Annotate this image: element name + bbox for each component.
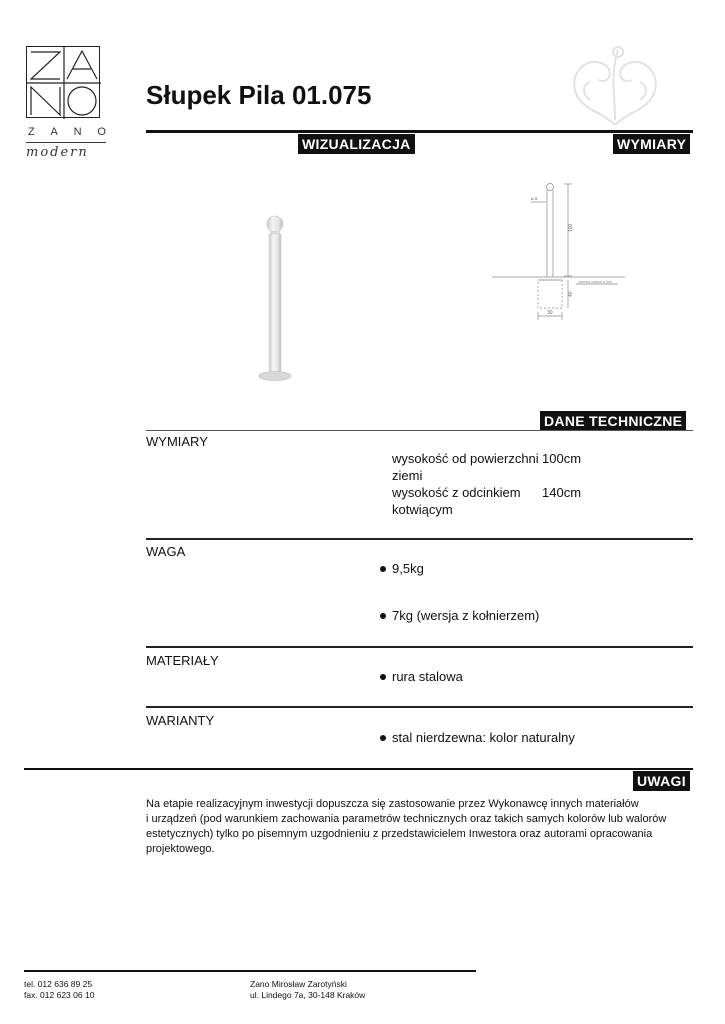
- product-visualization: [258, 214, 292, 384]
- dimensions-table: [392, 450, 602, 518]
- spec-label-weight: WAGA: [146, 544, 186, 559]
- list-item: [380, 561, 424, 576]
- logo-letter: N: [73, 126, 82, 138]
- logo-letter: Z: [28, 126, 35, 138]
- logo-letter: O: [97, 126, 106, 138]
- bullet-icon: [380, 613, 386, 619]
- section-label-dimensions: WYMIARY: [613, 134, 690, 154]
- logo-monogram-icon: [27, 47, 101, 119]
- list-item-text: stal nierdzewna: kolor naturalny: [392, 730, 575, 745]
- diagram-diameter: ⌀ 6: [531, 196, 538, 201]
- list-item: [380, 669, 463, 684]
- diagram-height: 100: [568, 223, 574, 232]
- spec-name: wysokość z odcinkiem kotwiącym: [392, 485, 521, 517]
- section-label-visualization: WIZUALIZACJA: [298, 134, 415, 154]
- section-label-notes: UWAGI: [633, 771, 690, 791]
- notes-divider: [24, 768, 693, 770]
- list-item: [380, 730, 575, 745]
- spec-name: wysokość od powierzchni ziemi: [392, 451, 539, 483]
- diagram-width: 30: [547, 310, 553, 316]
- footer-contact: [24, 979, 94, 1001]
- table-row: [392, 484, 602, 518]
- diagram-depth: 40: [568, 291, 574, 297]
- bullet-icon: [380, 735, 386, 741]
- spec-label-variants: WARIANTY: [146, 713, 215, 728]
- footer-fax: fax. 012 623 06 10: [24, 990, 95, 1000]
- table-row: [392, 450, 602, 484]
- spec-value: 140cm: [542, 485, 582, 500]
- section-label-technical: DANE TECHNICZNE: [540, 411, 686, 431]
- footer-phone: tel. 012 636 89 25: [24, 979, 93, 989]
- list-item: [380, 608, 539, 623]
- notes-text: [146, 797, 686, 857]
- list-item-text: 9,5kg: [392, 561, 424, 576]
- logo-letters: [26, 126, 108, 138]
- footer-address: [250, 979, 365, 1001]
- logo-tagline: modern: [26, 145, 89, 160]
- list-item-text: 7kg (wersja z kołnierzem): [392, 608, 540, 623]
- spec-value: 100cm: [542, 451, 582, 466]
- row-divider: [146, 706, 693, 708]
- technical-divider: [146, 430, 693, 431]
- spec-label-dimensions: WYMIARY: [146, 434, 208, 449]
- notes-line: projektowego.: [146, 843, 215, 855]
- row-divider: [146, 646, 693, 648]
- header-divider: [146, 130, 693, 133]
- row-divider: [146, 538, 693, 540]
- page-title: Słupek Pila 01.075: [146, 80, 372, 110]
- dimensions-diagram: [490, 180, 630, 325]
- company-logo: [26, 46, 108, 160]
- spec-label-materials: MATERIAŁY: [146, 653, 219, 668]
- bullet-icon: [380, 566, 386, 572]
- logo-letter: A: [50, 126, 58, 138]
- notes-line: i urządzeń (pod warunkiem zachowania parametrów technicznych oraz takich samych kolorów lub walorów: [146, 813, 667, 825]
- diagram-units-note: rozmiary podane w [cm]: [578, 280, 612, 284]
- logo-divider: [26, 142, 106, 143]
- logo-mark: [26, 46, 100, 118]
- notes-line: Na etapie realizacyjnym inwestycji dopuszcza się zastosowanie przez Wykonawcę innych materiałów: [146, 798, 639, 810]
- bullet-icon: [380, 674, 386, 680]
- ornament-icon: [560, 40, 670, 130]
- footer-company: Zano Mirosław Zarotyński: [250, 979, 347, 989]
- list-item-text: rura stalowa: [392, 669, 463, 684]
- footer-street: ul. Lindego 7a, 30-148 Kraków: [250, 990, 366, 1000]
- notes-line: estetycznych) tylko po pisemnym uzgodnieniu z przedstawicielem Inwestora oraz autorami opracowania: [146, 828, 653, 840]
- footer-divider: [24, 970, 476, 972]
